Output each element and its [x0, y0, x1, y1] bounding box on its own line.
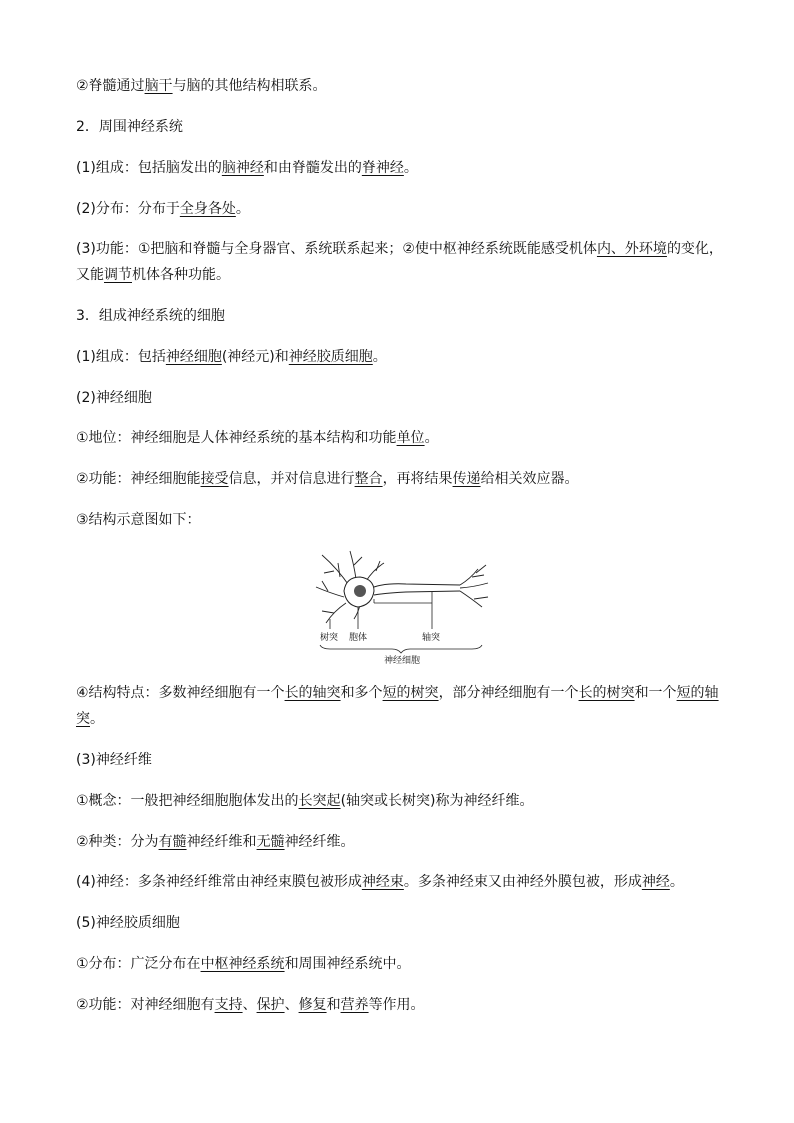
underlined-answer: 神经	[641, 874, 670, 890]
text-segment: ①分布：广泛分布在	[76, 956, 201, 972]
text-line-l1	[76, 73, 724, 99]
text-segment: ，再将结果	[382, 471, 453, 487]
text-segment: 和由脊髓发出的	[263, 160, 362, 176]
underlined-answer: 中枢神经系统	[200, 956, 285, 972]
underlined-answer: 保护	[256, 997, 285, 1013]
text-line-l8	[76, 385, 724, 411]
underlined-answer: 脊神经	[361, 160, 404, 176]
text-line-l15	[76, 829, 724, 855]
underlined-answer: 有髓	[158, 834, 187, 850]
text-line-l9	[76, 425, 724, 451]
text-segment: (5)神经胶质细胞	[76, 915, 180, 931]
neuron-bracket	[320, 645, 482, 653]
text-segment: 。	[372, 349, 387, 365]
underlined-answer: 传递	[452, 471, 481, 487]
text-line-l17	[76, 910, 724, 936]
underlined-answer: 营养	[340, 997, 369, 1013]
text-segment: (4)神经：多条神经纤维常由神经束膜包被形成	[76, 874, 362, 890]
text-segment: 。	[669, 874, 684, 890]
text-segment: ③结构示意图如下：	[76, 512, 201, 528]
text-segment: 3．组成神经系统的细胞	[76, 308, 225, 324]
underlined-answer: 神经束	[361, 874, 404, 890]
text-line-l6	[76, 303, 724, 329]
underlined-answer: 单位	[396, 430, 425, 446]
text-segment: 给相关效应器。	[480, 471, 579, 487]
text-segment: 。	[403, 160, 418, 176]
underlined-answer: 无髓	[256, 834, 285, 850]
text-segment: 。	[90, 711, 104, 727]
text-segment: 神经纤维。	[284, 834, 355, 850]
text-line-l12	[76, 680, 724, 732]
text-segment: (2)神经细胞	[76, 390, 152, 406]
text-segment: ②脊髓通过	[76, 78, 145, 94]
text-line-l13	[76, 747, 724, 773]
underlined-answer: 脑干	[144, 78, 173, 94]
text-segment: 信息，并对信息进行	[228, 471, 355, 487]
underlined-answer: 整合	[354, 471, 383, 487]
underlined-answer: 接受	[200, 471, 229, 487]
underlined-answer: 脑神经	[221, 160, 264, 176]
neuron-label: 神经细胞	[384, 656, 421, 666]
text-segment: 、	[242, 997, 257, 1013]
text-segment: (2)分布：分布于	[76, 201, 180, 217]
underlined-answer: 神经细胞	[165, 349, 222, 365]
text-segment: 机体各种功能。	[132, 267, 230, 283]
underlined-answer: 长突起	[298, 793, 341, 809]
underlined-answer: 长的轴突	[284, 685, 341, 701]
text-segment: 。多条神经束又由神经外膜包被，形成	[403, 874, 642, 890]
text-line-l11	[76, 507, 724, 533]
text-line-l18	[76, 951, 724, 977]
neuron-diagram	[310, 547, 492, 667]
neuron-svg	[310, 547, 492, 667]
text-segment: ②种类：分为	[76, 834, 159, 850]
underlined-answer: 内、外环境	[596, 241, 667, 257]
text-segment: 与脑的其他结构相联系。	[172, 78, 327, 94]
text-segment: 等作用。	[368, 997, 425, 1013]
text-segment: ④结构特点：多数神经细胞有一个	[76, 685, 285, 701]
text-segment: (神经元)和	[221, 349, 289, 365]
soma-label: 胞体	[349, 633, 368, 643]
underlined-answer: 神经胶质细胞	[288, 349, 373, 365]
nucleus	[354, 585, 366, 597]
text-segment: 和一个	[634, 685, 677, 701]
text-line-l5	[76, 236, 724, 288]
axon-label: 轴突	[422, 633, 441, 643]
text-segment: (3)神经纤维	[76, 752, 152, 768]
text-line-l2	[76, 114, 724, 140]
underlined-answer: 短的轴突	[76, 685, 719, 727]
dendrite-label: 树突	[320, 633, 339, 643]
underlined-answer: 全身各处	[179, 201, 236, 217]
text-segment: 和	[326, 997, 341, 1013]
text-segment: 的变化，又能	[76, 241, 723, 283]
text-segment: ②功能：对神经细胞有	[76, 997, 215, 1013]
text-segment: 、	[284, 997, 299, 1013]
text-line-l7	[76, 344, 724, 370]
text-segment: (1)组成：包括	[76, 349, 166, 365]
underlined-answer: 短的树突	[382, 685, 439, 701]
text-segment: ①概念：一般把神经细胞胞体发出的	[76, 793, 299, 809]
text-line-l4	[76, 196, 724, 222]
text-segment: 神经纤维和	[186, 834, 257, 850]
text-segment: 和周围神经系统中。	[284, 956, 411, 972]
text-segment: ①地位：神经细胞是人体神经系统的基本结构和功能	[76, 430, 397, 446]
text-segment: (3)功能：①把脑和脊髓与全身器官、系统联系起来；②使中枢神经系统既能感受机体	[76, 241, 597, 257]
text-segment: (1)组成：包括脑发出的	[76, 160, 222, 176]
text-line-l19	[76, 992, 724, 1018]
underlined-answer: 修复	[298, 997, 327, 1013]
text-line-l16	[76, 869, 724, 895]
text-segment: ②功能：神经细胞能	[76, 471, 201, 487]
text-segment: 和多个	[340, 685, 383, 701]
text-segment: 2．周围神经系统	[76, 119, 183, 135]
text-segment: ，部分神经细胞有一个	[438, 685, 579, 701]
text-segment: (轴突或长树突)称为神经纤维。	[340, 793, 534, 809]
underlined-answer: 支持	[214, 997, 243, 1013]
text-segment: 。	[424, 430, 439, 446]
text-line-l10	[76, 466, 724, 492]
text-segment: 。	[235, 201, 250, 217]
text-line-l14	[76, 788, 724, 814]
underlined-answer: 长的树突	[578, 685, 635, 701]
text-line-l3	[76, 155, 724, 181]
underlined-answer: 调节	[104, 267, 132, 283]
